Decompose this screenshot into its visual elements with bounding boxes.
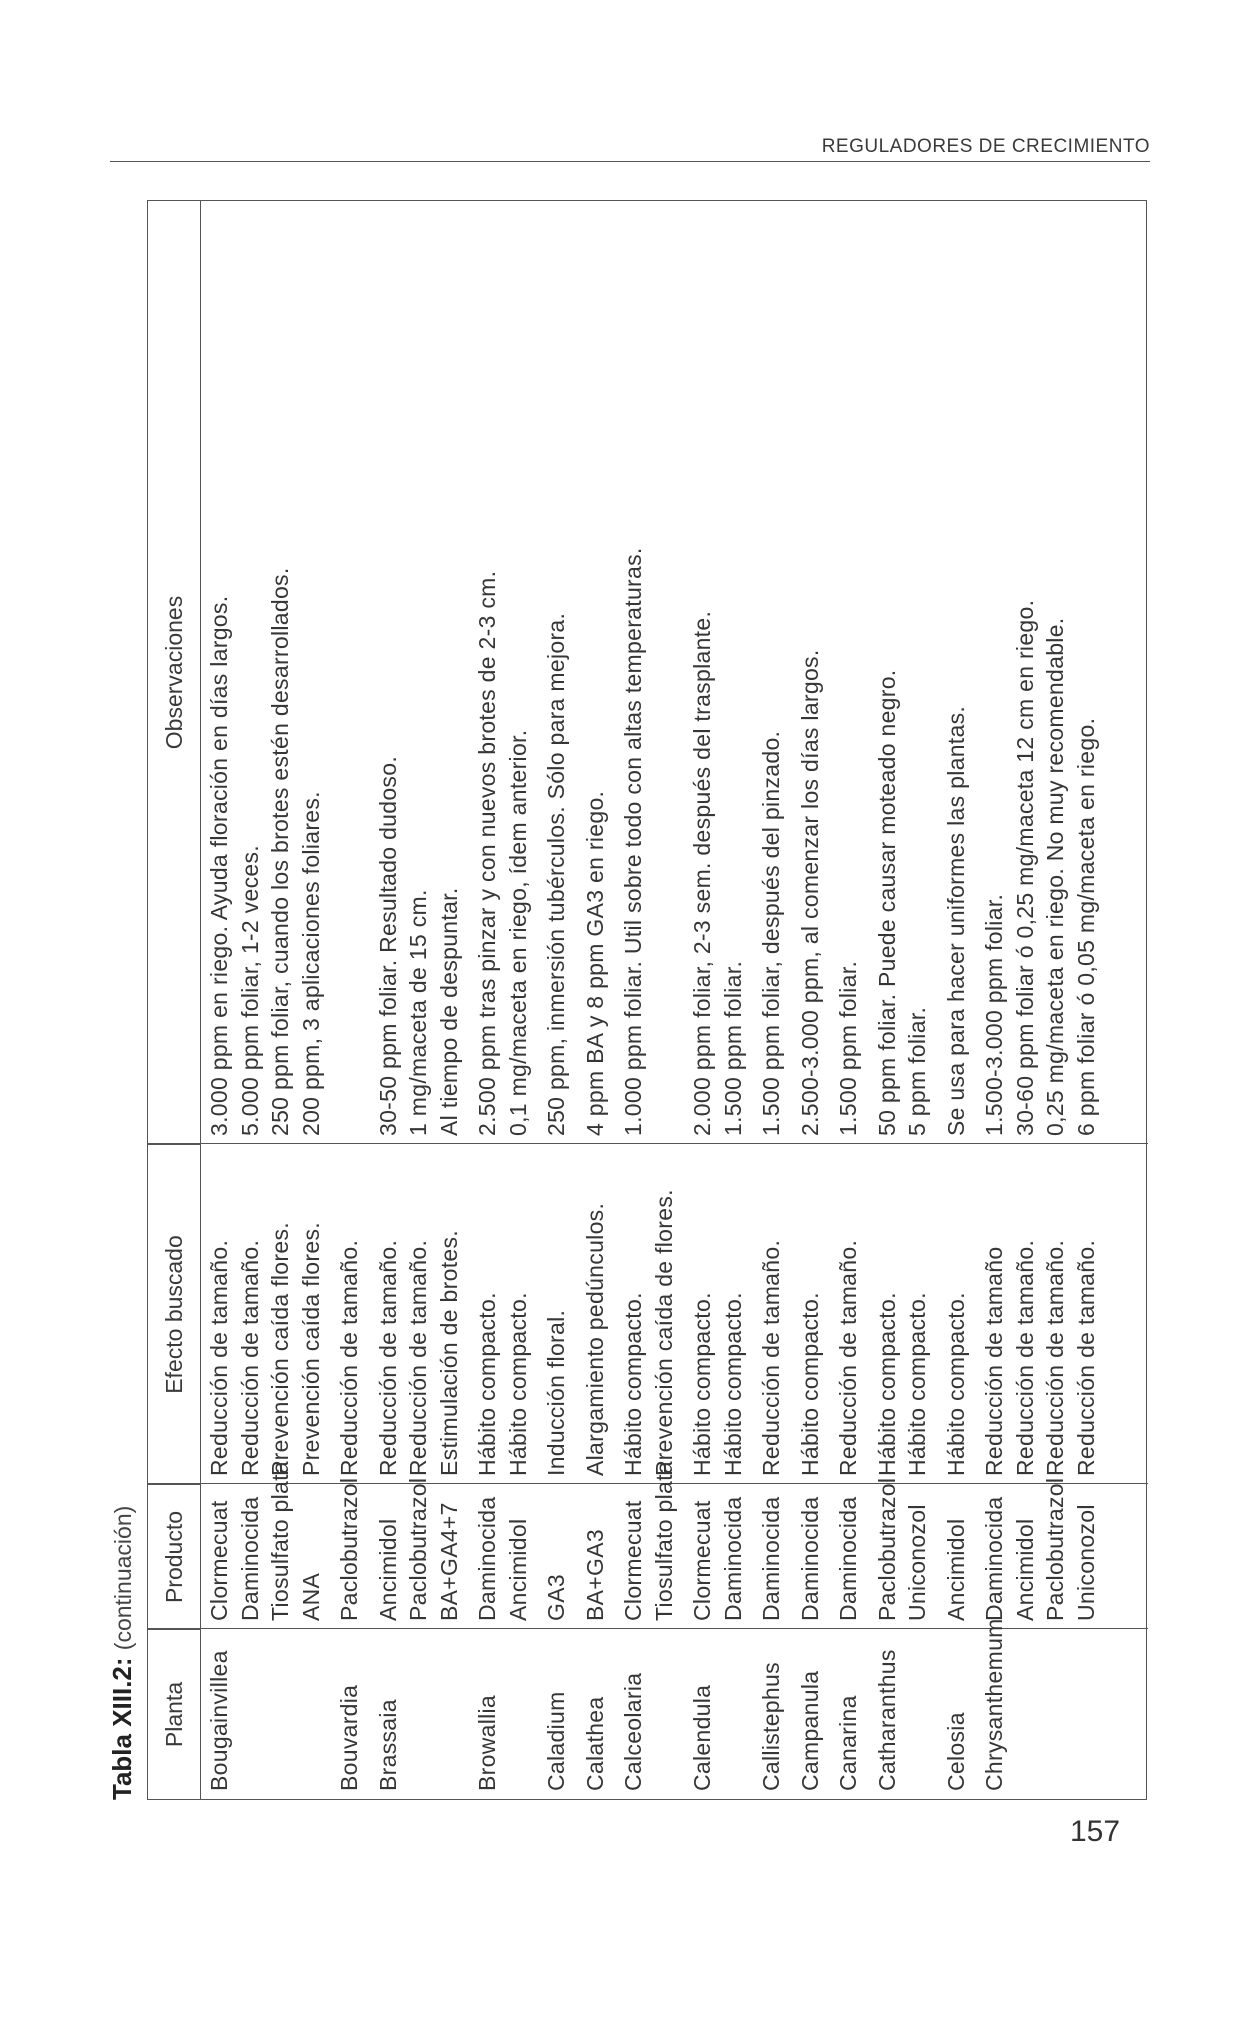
table-row xyxy=(265,201,296,1799)
cell-producto: GA3 xyxy=(543,1574,569,1621)
cell-planta xyxy=(1010,1629,1041,1799)
header-producto: Producto xyxy=(148,1484,200,1629)
table-row-group xyxy=(204,201,334,1799)
cell-planta: Calceolaria xyxy=(620,1672,646,1791)
table-row xyxy=(649,201,680,1799)
table-row-group xyxy=(580,201,619,1799)
cell-efecto: Reducción de tamaño xyxy=(981,1246,1007,1476)
cell-efecto: Hábito compacto. xyxy=(942,1292,969,1476)
table-row-group xyxy=(373,201,473,1799)
table-row xyxy=(373,201,404,1799)
cell-observaciones: 50 ppm foliar. Puede causar moteado negro. xyxy=(873,669,900,1136)
cell-producto: Paclobutrazol xyxy=(405,1477,431,1621)
table-row xyxy=(979,201,1010,1799)
cell-producto: Clormecuat xyxy=(689,1500,715,1621)
cell-planta: Callistephus xyxy=(758,1662,784,1791)
cell-observaciones: 0,25 mg/maceta en riego. No muy recomendable. xyxy=(1042,617,1068,1136)
cell-efecto: Prevención caída flores. xyxy=(267,1222,293,1476)
cell-producto: BA+GA3 xyxy=(581,1529,608,1621)
cell-efecto: Reducción de tamaño. xyxy=(405,1239,431,1476)
cell-efecto: Inducción floral. xyxy=(543,1309,569,1476)
rotated-table-region xyxy=(102,145,1152,1825)
cell-efecto: Hábito compacto. xyxy=(620,1292,646,1476)
cell-producto: Uniconozol xyxy=(1072,1504,1099,1621)
cell-efecto: Reducción de tamaño. xyxy=(1042,1239,1068,1476)
table-row-group xyxy=(541,201,580,1799)
table-row xyxy=(1040,201,1071,1799)
table-row xyxy=(687,201,718,1799)
cell-efecto: Reducción de tamaño. xyxy=(336,1239,362,1476)
cell-observaciones: 5 ppm foliar. xyxy=(904,1006,930,1136)
cell-producto: Daminocida xyxy=(236,1496,263,1621)
table-row xyxy=(434,201,465,1799)
cell-planta: Canarina xyxy=(835,1695,861,1791)
cell-observaciones: 2.500 ppm tras pinzar y con nuevos brotes de 2-3 cm. xyxy=(474,570,500,1136)
table-row xyxy=(618,201,649,1799)
table-row xyxy=(403,201,434,1799)
cell-observaciones: 1.500 ppm foliar. xyxy=(835,960,861,1136)
table-row xyxy=(902,201,933,1799)
data-table xyxy=(147,200,1147,1800)
cell-planta: Chrysanthemum xyxy=(981,1618,1007,1791)
cell-efecto: Hábito compacto. xyxy=(873,1292,900,1476)
cell-planta xyxy=(434,1629,465,1799)
cell-planta xyxy=(649,1629,680,1799)
cell-planta xyxy=(1040,1629,1071,1799)
cell-producto: Ancimidol xyxy=(1011,1518,1038,1621)
cell-efecto: Hábito compacto. xyxy=(504,1292,531,1476)
cell-efecto: Reducción de tamaño. xyxy=(1011,1239,1038,1476)
cell-planta xyxy=(235,1629,266,1799)
cell-producto: Ancimidol xyxy=(374,1518,401,1621)
cell-efecto: Reducción de tamaño. xyxy=(835,1239,861,1476)
table-row xyxy=(756,201,787,1799)
table-caption-continuation: (continuación) xyxy=(110,1505,136,1651)
cell-efecto: Hábito compacto. xyxy=(474,1292,500,1476)
cell-planta: Brassaia xyxy=(374,1699,401,1791)
cell-efecto: Hábito compacto. xyxy=(689,1292,715,1476)
table-caption-label: Tabla XIII.2: xyxy=(107,1657,137,1800)
cell-producto: Daminocida xyxy=(796,1496,823,1621)
table-row xyxy=(795,201,826,1799)
table-row-group xyxy=(941,201,980,1799)
table-row xyxy=(580,201,611,1799)
table-row xyxy=(472,201,503,1799)
cell-planta xyxy=(503,1629,534,1799)
header-planta: Planta xyxy=(148,1629,200,1799)
cell-planta xyxy=(403,1629,434,1799)
header-observaciones: Observaciones xyxy=(161,595,187,750)
cell-observaciones: Al tiempo de despuntar. xyxy=(435,887,462,1136)
cell-efecto: Reducción de tamaño. xyxy=(758,1239,784,1476)
cell-efecto: Prevención caída flores. xyxy=(297,1222,324,1476)
cell-producto: Paclobutrazol xyxy=(1042,1477,1068,1621)
cell-producto: Daminocida xyxy=(474,1496,500,1621)
table-caption xyxy=(102,1506,142,1800)
cell-observaciones: 5.000 ppm foliar, 1-2 veces. xyxy=(236,845,263,1136)
table-row-group xyxy=(872,201,941,1799)
cell-planta: Catharanthus xyxy=(873,1649,900,1791)
table-row-group xyxy=(472,201,541,1799)
cell-observaciones xyxy=(649,201,680,1144)
cell-producto: Tiosulfato plata xyxy=(650,1461,677,1621)
table-row-group xyxy=(334,201,373,1799)
cell-observaciones: 30-60 ppm foliar ó 0,25 mg/maceta 12 cm en riego. xyxy=(1011,599,1038,1136)
table-row xyxy=(941,201,972,1799)
cell-observaciones: 4 ppm BA y 8 ppm GA3 en riego. xyxy=(581,790,608,1136)
cell-observaciones: 6 ppm foliar ó 0,05 mg/maceta en riego. xyxy=(1072,717,1099,1136)
cell-planta xyxy=(718,1629,749,1799)
table-row xyxy=(235,201,266,1799)
cell-efecto: Hábito compacto. xyxy=(904,1292,930,1476)
cell-observaciones: 0,1 mg/maceta en riego, ídem anterior. xyxy=(504,729,531,1136)
cell-planta xyxy=(902,1629,933,1799)
cell-producto: Daminocida xyxy=(758,1496,784,1621)
cell-producto: Daminocida xyxy=(981,1496,1007,1621)
cell-planta xyxy=(296,1629,327,1799)
cell-producto: Tiosulfato plata xyxy=(267,1461,293,1621)
cell-efecto: Reducción de tamaño. xyxy=(374,1239,401,1476)
cell-producto: Uniconozol xyxy=(904,1504,930,1621)
cell-producto: Daminocida xyxy=(719,1496,746,1621)
cell-producto: Daminocida xyxy=(835,1496,861,1621)
cell-efecto: Estimulación de brotes. xyxy=(435,1230,462,1476)
table-row xyxy=(1010,201,1041,1799)
cell-producto: Ancimidol xyxy=(504,1518,531,1621)
table-header xyxy=(148,201,201,1799)
cell-planta: Caladium xyxy=(543,1691,569,1791)
table-row xyxy=(1071,201,1102,1799)
cell-efecto: Reducción de tamaño. xyxy=(1072,1239,1099,1476)
table-row-group xyxy=(979,201,1109,1799)
cell-observaciones: 1.000 ppm foliar. Util sobre todo con altas temperaturas. xyxy=(620,547,646,1136)
cell-efecto: Prevención caída de flores. xyxy=(650,1189,677,1476)
cell-observaciones: 30-50 ppm foliar. Resultado dudoso. xyxy=(374,755,401,1136)
table-row xyxy=(204,201,235,1799)
cell-observaciones: 1 mg/maceta de 15 cm. xyxy=(405,889,431,1136)
running-head: REGULADORES DE CRECIMIENTO xyxy=(821,136,1150,157)
cell-efecto: Reducción de tamaño. xyxy=(236,1239,263,1476)
cell-planta: Browallia xyxy=(474,1694,500,1791)
header-efecto: Efecto buscado xyxy=(148,1144,200,1484)
table-row xyxy=(833,201,864,1799)
table-row-group xyxy=(756,201,795,1799)
table-row xyxy=(334,201,365,1799)
cell-efecto: Reducción de tamaño. xyxy=(206,1239,232,1476)
cell-observaciones: Se usa para hacer uniformes las plantas. xyxy=(942,705,969,1136)
table-row-group xyxy=(795,201,834,1799)
page-number: 157 xyxy=(1070,1815,1121,1848)
cell-observaciones: 1.500 ppm foliar. xyxy=(719,960,746,1136)
cell-producto: Paclobutrazol xyxy=(873,1477,900,1621)
cell-planta: Celosia xyxy=(942,1712,969,1791)
cell-producto: Clormecuat xyxy=(620,1500,646,1621)
cell-planta: Calathea xyxy=(581,1696,608,1791)
cell-observaciones: 2.500-3.000 ppm, al comenzar los días largos. xyxy=(796,649,823,1136)
cell-planta: Bougainvillea xyxy=(206,1650,232,1791)
cell-observaciones: 200 ppm, 3 aplicaciones foliares. xyxy=(297,791,324,1136)
cell-planta xyxy=(265,1629,296,1799)
table-row xyxy=(541,201,572,1799)
cell-efecto: Hábito compacto. xyxy=(796,1292,823,1476)
cell-producto: Ancimidol xyxy=(942,1518,969,1621)
cell-efecto: Alargamiento pedúnculos. xyxy=(581,1202,608,1476)
table-row xyxy=(503,201,534,1799)
cell-observaciones xyxy=(334,201,365,1144)
cell-observaciones: 1.500-3.000 ppm foliar. xyxy=(981,893,1007,1136)
cell-observaciones: 1.500 ppm foliar, después del pinzado. xyxy=(758,730,784,1136)
cell-producto: ANA xyxy=(297,1572,324,1621)
cell-planta: Bouvardia xyxy=(336,1684,362,1791)
cell-observaciones: 250 ppm, inmersión tubérculos. Sólo para mejora. xyxy=(543,612,569,1136)
cell-planta: Calendula xyxy=(689,1684,715,1791)
table-row-group xyxy=(833,201,872,1799)
table-row-group xyxy=(687,201,756,1799)
table-row-group xyxy=(618,201,687,1799)
cell-efecto: Hábito compacto. xyxy=(719,1292,746,1476)
cell-observaciones: 2.000 ppm foliar, 2-3 sem. después del trasplante. xyxy=(689,610,715,1136)
table-row xyxy=(718,201,749,1799)
table-row xyxy=(296,201,327,1799)
cell-observaciones: 3.000 ppm en riego. Ayuda floración en días largos. xyxy=(206,595,232,1136)
table-row xyxy=(872,201,903,1799)
cell-planta xyxy=(1071,1629,1102,1799)
cell-planta: Campanula xyxy=(796,1670,823,1791)
cell-producto: Clormecuat xyxy=(206,1500,232,1621)
cell-observaciones: 250 ppm foliar, cuando los brotes estén desarrollados. xyxy=(267,567,293,1136)
table-body xyxy=(204,201,1109,1799)
cell-producto: Paclobutrazol xyxy=(336,1477,362,1621)
cell-producto: BA+GA4+7 xyxy=(435,1502,462,1621)
